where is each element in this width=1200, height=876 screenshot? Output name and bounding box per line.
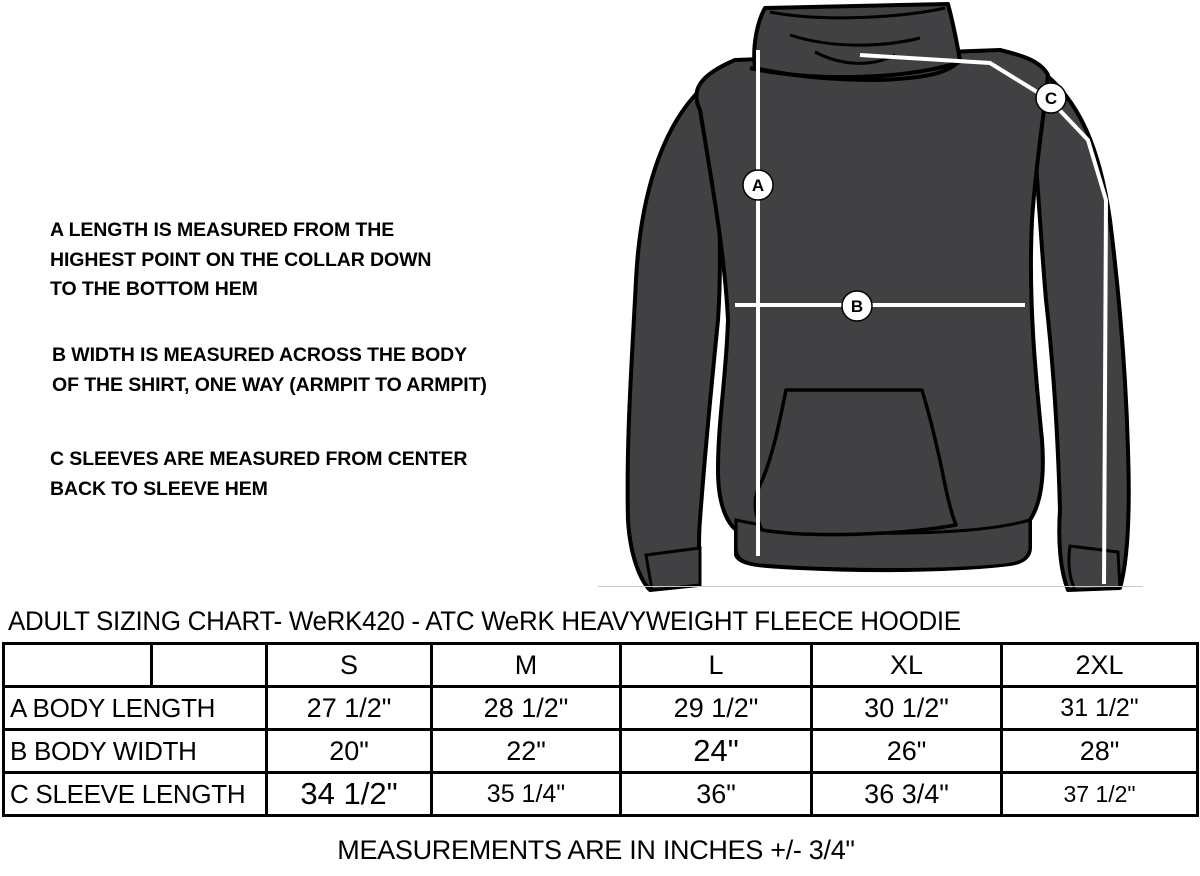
- instruction-c-line-1: C SLEEVES ARE MEASURED FROM CENTER: [50, 448, 468, 470]
- instruction-a-line-2: HIGHEST POINT ON THE COLLAR DOWN: [50, 248, 432, 271]
- table-cell: 35 1/4": [432, 773, 621, 816]
- instruction-a-line-3: TO THE BOTTOM HEM: [50, 278, 258, 300]
- table-cell: 27 1/2": [267, 687, 432, 730]
- column-header-m: M: [432, 644, 621, 687]
- header-empty-cell: [152, 644, 267, 687]
- table-cell: 29 1/2": [621, 687, 812, 730]
- table-cell: 24": [621, 730, 812, 773]
- marker-b: [842, 291, 872, 321]
- table-cell: 36": [621, 773, 812, 816]
- table-cell: 26": [812, 730, 1002, 773]
- footnote-text: MEASUREMENTS ARE IN INCHES +/- 3/4": [337, 835, 855, 865]
- table-cell: 20": [267, 730, 432, 773]
- sizing-table: [2, 642, 1199, 817]
- instruction-b-line-1: B WIDTH IS MEASURED ACROSS THE BODY: [52, 344, 468, 366]
- row-label-body-length: A BODY LENGTH: [4, 687, 267, 730]
- svg-text:C: C: [1044, 89, 1058, 108]
- column-header-xl: XL: [812, 644, 1002, 687]
- table-cell: 31 1/2": [1002, 687, 1198, 730]
- marker-a: [743, 170, 773, 200]
- svg-text:A: A: [751, 176, 765, 195]
- svg-text:B: B: [850, 297, 864, 316]
- instruction-b-line-2: OF THE SHIRT, ONE WAY (ARMPIT TO ARMPIT): [52, 373, 487, 396]
- row-label-sleeve-length: C SLEEVE LENGTH: [4, 773, 267, 816]
- table-cell: 36 3/4": [812, 773, 1002, 816]
- measurement-instructions: [0, 0, 620, 600]
- table-row: [4, 687, 1198, 730]
- instruction-a: [50, 216, 431, 305]
- table-row: [4, 730, 1198, 773]
- header-empty-cell: [4, 644, 152, 687]
- instruction-c: [50, 445, 467, 504]
- column-header-s: S: [267, 644, 432, 687]
- marker-c: [1036, 83, 1066, 113]
- table-cell: 22": [432, 730, 621, 773]
- sizing-chart-title: ADULT SIZING CHART- WeRK420 - ATC WeRK HEAVYWEIGHT FLEECE HOODIE: [8, 606, 961, 636]
- table-header-row: [4, 644, 1198, 687]
- column-header-l: L: [621, 644, 812, 687]
- instruction-c-line-2: BACK TO SLEEVE HEM: [50, 477, 268, 500]
- measurement-footnote: [0, 832, 1200, 868]
- column-header-2xl: 2XL: [1002, 644, 1198, 687]
- table-cell: 28 1/2": [432, 687, 621, 730]
- table-cell: 28": [1002, 730, 1198, 773]
- row-label-body-width: B BODY WIDTH: [4, 730, 267, 773]
- divider: [598, 586, 1143, 587]
- table-cell: 30 1/2": [812, 687, 1002, 730]
- instruction-a-line-1: A LENGTH IS MEASURED FROM THE: [50, 219, 395, 241]
- instruction-b: [52, 341, 487, 400]
- table-cell: 34 1/2": [267, 773, 432, 816]
- table-cell: 37 1/2": [1002, 773, 1198, 816]
- hoodie-diagram: [595, 0, 1200, 600]
- table-row: [4, 773, 1198, 816]
- hoodie-illustration-icon: [595, 0, 1200, 600]
